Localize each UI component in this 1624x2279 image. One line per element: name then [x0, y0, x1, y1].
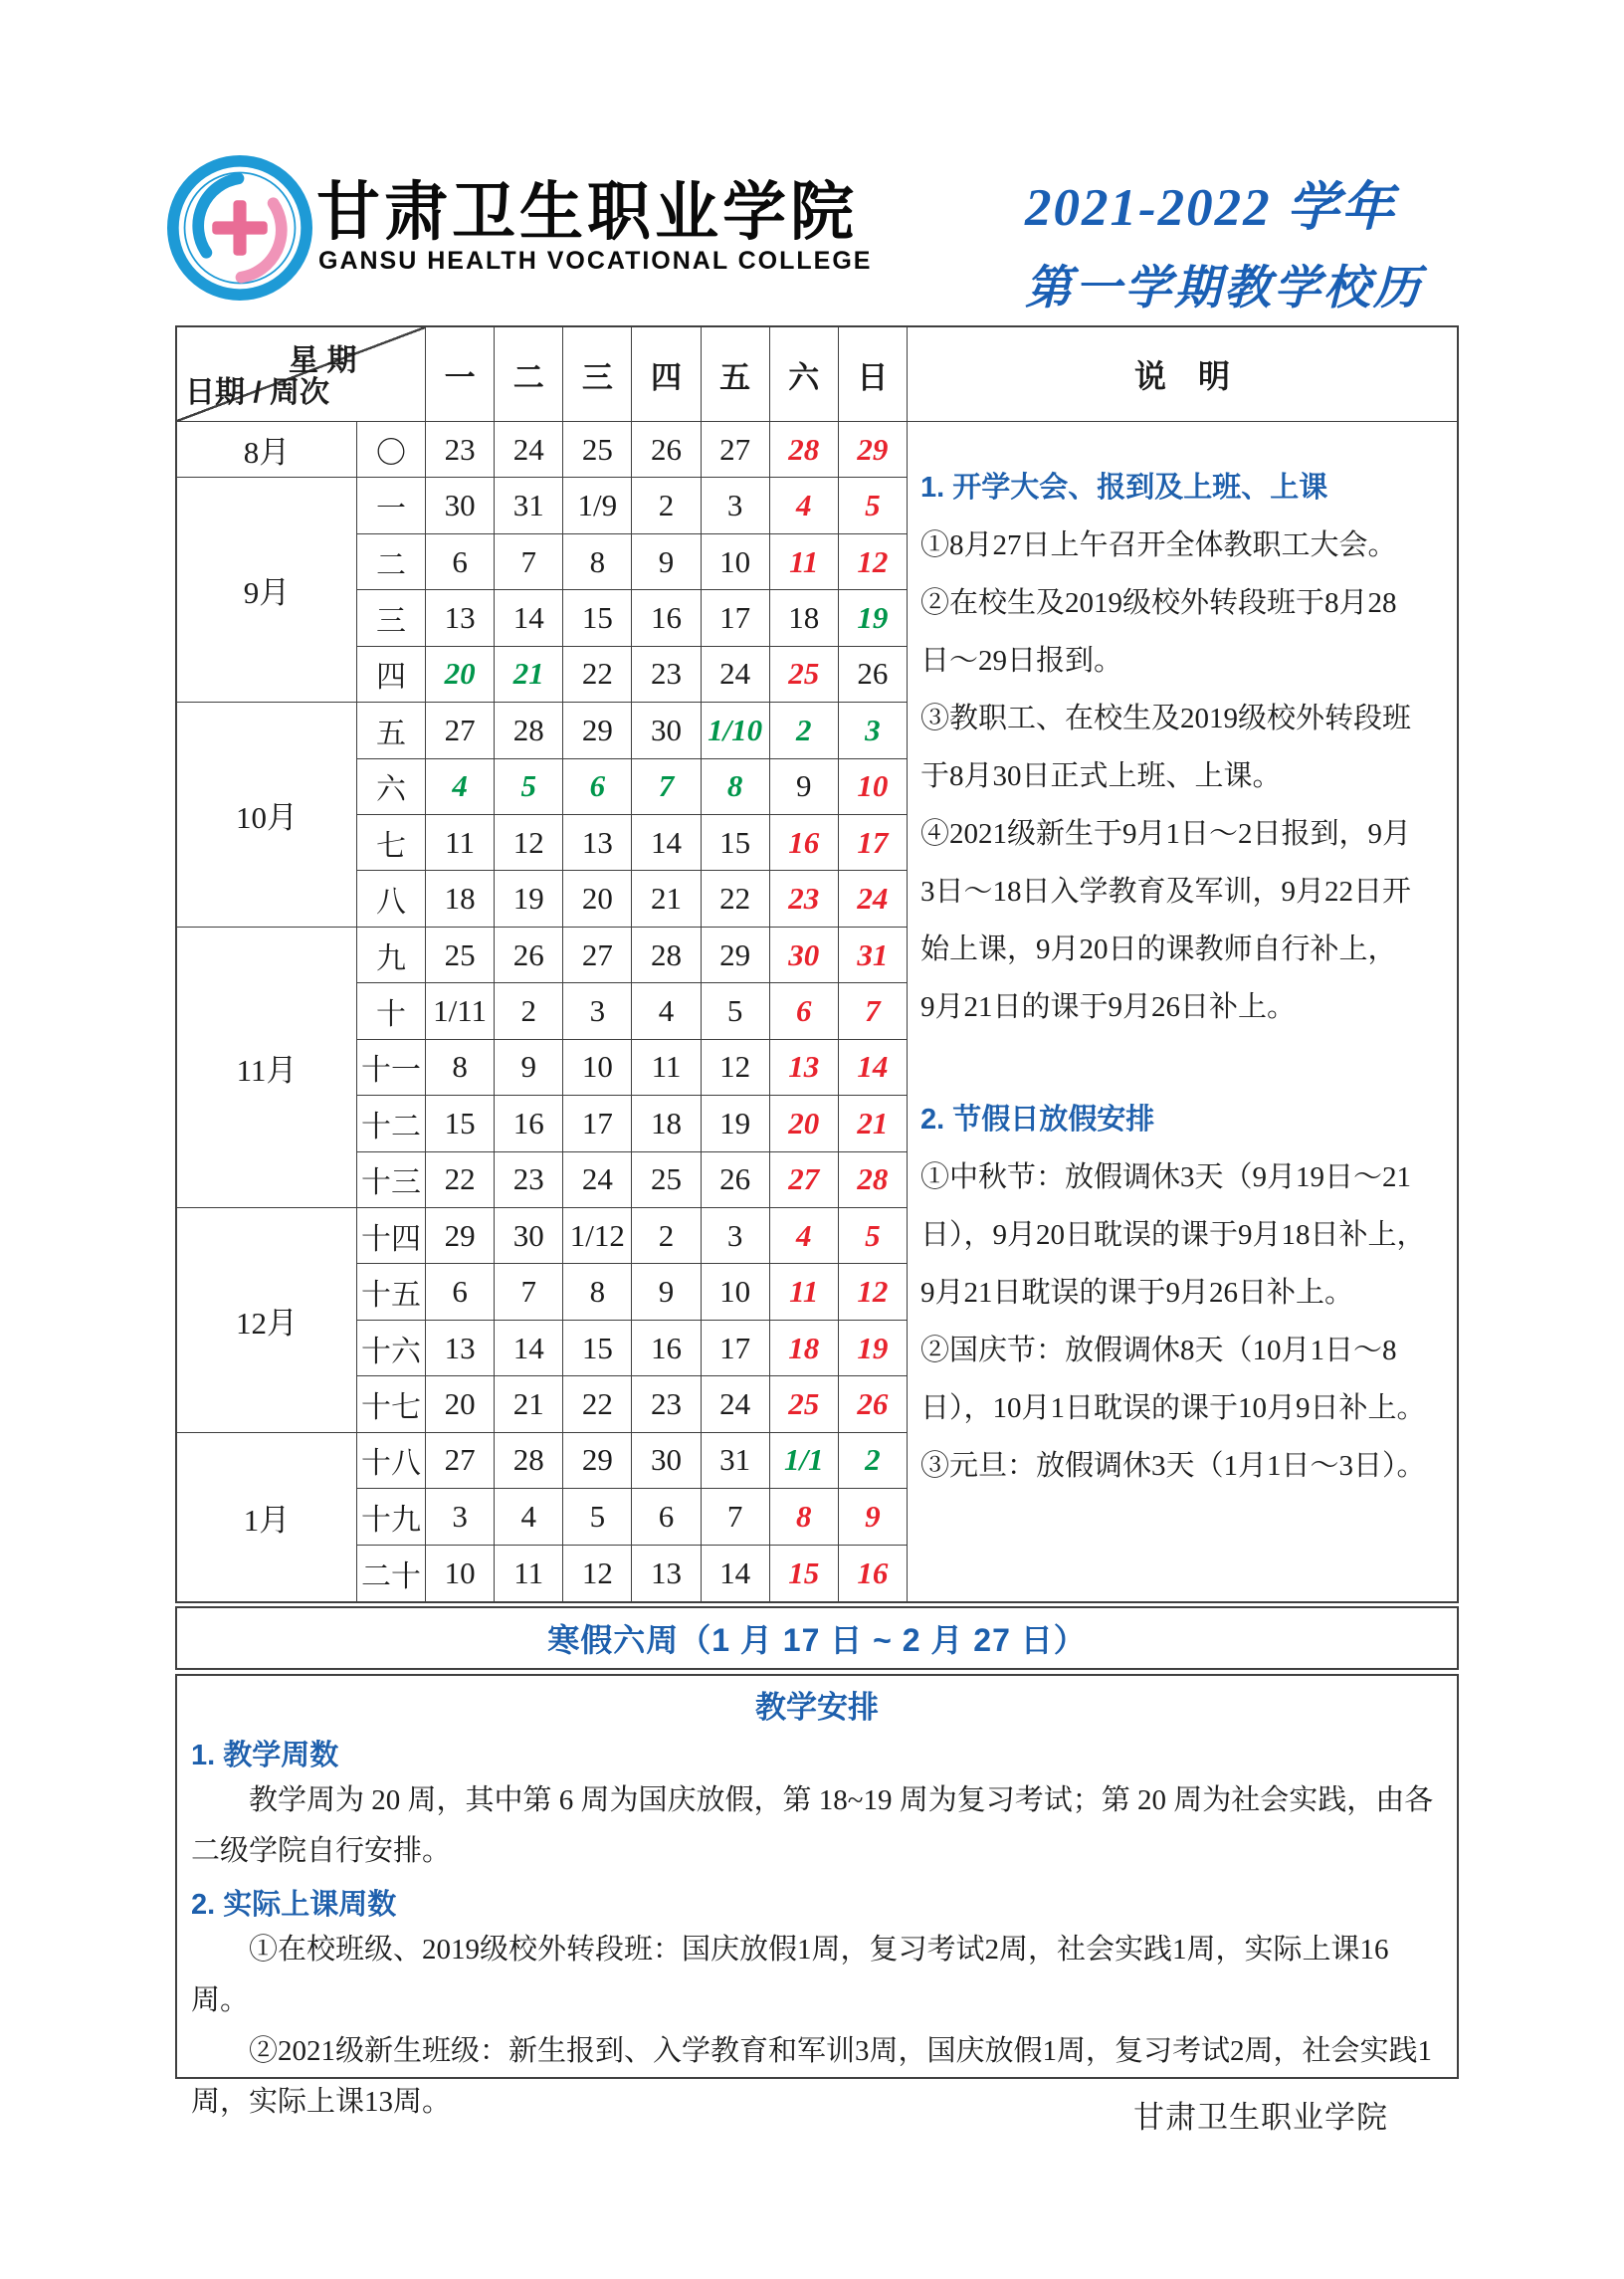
- day-cell: 23: [495, 1152, 563, 1208]
- day-cell: 18: [770, 590, 839, 646]
- notes-line: 日～29日报到。: [920, 644, 1123, 677]
- day-cell: 24: [495, 422, 563, 478]
- notes-header: 说 明: [908, 327, 1457, 422]
- day-cell: 20: [770, 1096, 839, 1151]
- day-cell: 6: [770, 983, 839, 1039]
- notes-heading: 1. 开学大会、报到及上班、上课: [920, 471, 1328, 504]
- day-cell: 12: [495, 815, 563, 871]
- week-number-cell: 十三: [357, 1152, 426, 1208]
- day-cell: 19: [495, 871, 563, 927]
- month-cell: 1月: [177, 1433, 357, 1601]
- day-cell: 7: [839, 983, 908, 1039]
- day-cell: 11: [770, 534, 839, 590]
- day-cell: 29: [839, 422, 908, 478]
- day-cell: 8: [563, 1264, 632, 1320]
- day-cell: 19: [702, 1096, 770, 1151]
- day-cell: 9: [839, 1489, 908, 1545]
- notes-line: 始上课，9月20日的课教师自行补上，: [920, 932, 1397, 965]
- day-cell: 27: [702, 422, 770, 478]
- day-cell: 16: [632, 1321, 701, 1376]
- month-cell: 12月: [177, 1208, 357, 1433]
- day-cell: 2: [770, 703, 839, 758]
- day-cell: 3: [702, 1208, 770, 1264]
- notes-line: ④2021级新生于9月1日～2日报到，9月: [920, 817, 1412, 850]
- week-number-cell: 十八: [357, 1433, 426, 1489]
- day-cell: 23: [426, 422, 495, 478]
- day-cell: 15: [426, 1096, 495, 1151]
- day-cell: 8: [426, 1040, 495, 1096]
- corner-label-weekday: 星 期: [289, 344, 357, 377]
- day-cell: 15: [563, 590, 632, 646]
- notes-line: ①8月27日上午召开全体教职工大会。: [920, 528, 1397, 561]
- day-cell: 14: [839, 1040, 908, 1096]
- day-cell: 9: [770, 759, 839, 815]
- day-cell: 7: [632, 759, 701, 815]
- day-cell: 28: [632, 928, 701, 983]
- day-cell: 10: [702, 534, 770, 590]
- term-title: [1025, 165, 1443, 317]
- day-cell: 6: [563, 759, 632, 815]
- day-cell: 29: [702, 928, 770, 983]
- day-cell: 27: [563, 928, 632, 983]
- weekday-header: 二: [495, 327, 563, 422]
- day-cell: 25: [770, 647, 839, 703]
- day-cell: 11: [426, 815, 495, 871]
- teaching-title: 教学安排: [755, 1690, 879, 1725]
- day-cell: 7: [495, 534, 563, 590]
- day-cell: 25: [770, 1376, 839, 1432]
- day-cell: 29: [563, 1433, 632, 1489]
- day-cell: 6: [426, 1264, 495, 1320]
- corner-cell: [177, 327, 426, 422]
- corner-label-date-week: 日期 / 周次: [185, 376, 330, 409]
- day-cell: 23: [632, 1376, 701, 1432]
- day-cell: 10: [702, 1264, 770, 1320]
- day-cell: 11: [632, 1040, 701, 1096]
- week-number-cell: 三: [357, 590, 426, 646]
- day-cell: 24: [563, 1152, 632, 1208]
- day-cell: 3: [702, 478, 770, 533]
- day-cell: 17: [839, 815, 908, 871]
- day-cell: 18: [632, 1096, 701, 1151]
- day-cell: 20: [426, 647, 495, 703]
- day-cell: 1/9: [563, 478, 632, 533]
- day-cell: 30: [495, 1208, 563, 1264]
- day-cell: 19: [839, 1321, 908, 1376]
- day-cell: 28: [495, 703, 563, 758]
- day-cell: 23: [770, 871, 839, 927]
- notes-line: ②在校生及2019级校外转段班于8月28: [920, 586, 1397, 619]
- day-cell: 13: [632, 1546, 701, 1601]
- notes-line: 9月21日的课于9月26日补上。: [920, 990, 1297, 1023]
- day-cell: 4: [495, 1489, 563, 1545]
- day-cell: 31: [495, 478, 563, 533]
- day-cell: 21: [839, 1096, 908, 1151]
- day-cell: 16: [839, 1546, 908, 1601]
- week-number-cell: 十六: [357, 1321, 426, 1376]
- day-cell: 5: [839, 478, 908, 533]
- week-number-cell: 四: [357, 647, 426, 703]
- weekday-header: 六: [770, 327, 839, 422]
- day-cell: 27: [426, 1433, 495, 1489]
- day-cell: 31: [839, 928, 908, 983]
- weekday-header: 四: [632, 327, 701, 422]
- notes-line: 日），10月1日耽误的课于10月9日补上。: [920, 1391, 1426, 1424]
- notes-column: [908, 422, 1457, 1601]
- day-cell: 5: [839, 1208, 908, 1264]
- week-number-cell: 十: [357, 983, 426, 1039]
- day-cell: 25: [632, 1152, 701, 1208]
- week-number-cell: 七: [357, 815, 426, 871]
- day-cell: 13: [770, 1040, 839, 1096]
- weekday-header: 一: [426, 327, 495, 422]
- week-number-cell: 八: [357, 871, 426, 927]
- day-cell: 2: [495, 983, 563, 1039]
- notes-line: ③教职工、在校生及2019级校外转段班: [920, 702, 1412, 734]
- weekday-header: 日: [839, 327, 908, 422]
- day-cell: 8: [770, 1489, 839, 1545]
- day-cell: 20: [563, 871, 632, 927]
- day-cell: 9: [632, 534, 701, 590]
- week-number-cell: 〇: [357, 422, 426, 478]
- day-cell: 26: [702, 1152, 770, 1208]
- day-cell: 7: [702, 1489, 770, 1545]
- week-number-cell: 十一: [357, 1040, 426, 1096]
- notes-line: 于8月30日正式上班、上课。: [920, 759, 1282, 792]
- day-cell: 12: [839, 1264, 908, 1320]
- teaching-sec2-item2: ②2021级新生班级：新生报到、入学教育和军训3周，国庆放假1周，复习考试2周，社会实践1周，实际上课13周。: [191, 2035, 1433, 2118]
- day-cell: 21: [495, 1376, 563, 1432]
- day-cell: 24: [702, 1376, 770, 1432]
- day-cell: 2: [839, 1433, 908, 1489]
- day-cell: 16: [495, 1096, 563, 1151]
- day-cell: 1/12: [563, 1208, 632, 1264]
- week-number-cell: 五: [357, 703, 426, 758]
- week-number-cell: 十四: [357, 1208, 426, 1264]
- week-number-cell: 一: [357, 478, 426, 533]
- day-cell: 28: [770, 422, 839, 478]
- day-cell: 22: [563, 647, 632, 703]
- day-cell: 8: [702, 759, 770, 815]
- day-cell: 5: [702, 983, 770, 1039]
- day-cell: 8: [563, 534, 632, 590]
- day-cell: 13: [426, 1321, 495, 1376]
- day-cell: 11: [770, 1264, 839, 1320]
- day-cell: 17: [702, 1321, 770, 1376]
- day-cell: 3: [839, 703, 908, 758]
- college-name-en: GANSU HEALTH VOCATIONAL COLLEGE: [318, 247, 873, 275]
- day-cell: 14: [495, 1321, 563, 1376]
- day-cell: 20: [426, 1376, 495, 1432]
- day-cell: 2: [632, 1208, 701, 1264]
- term-title-line2: 第一学期教学校历: [1025, 263, 1423, 314]
- footer-college-name: 甘肃卫生职业学院: [1133, 2100, 1388, 2135]
- notes-line: ①中秋节：放假调休3天（9月19日～21: [920, 1160, 1412, 1193]
- notes-line: [920, 1033, 1447, 1088]
- day-cell: 4: [770, 1208, 839, 1264]
- day-cell: 29: [563, 703, 632, 758]
- notes-line: 9月21日耽误的课于9月26日补上。: [920, 1276, 1354, 1309]
- day-cell: 14: [702, 1546, 770, 1601]
- day-cell: 28: [495, 1433, 563, 1489]
- winter-break-band: 寒假六周（1 月 17 日 ~ 2 月 27 日）: [175, 1606, 1459, 1670]
- month-cell: 11月: [177, 928, 357, 1208]
- month-cell: 8月: [177, 422, 357, 478]
- teaching-sec1-heading: 1. 教学周数: [191, 1740, 339, 1771]
- day-cell: 12: [839, 534, 908, 590]
- day-cell: 7: [495, 1264, 563, 1320]
- day-cell: 4: [632, 983, 701, 1039]
- calendar-grid: [175, 325, 1459, 1603]
- day-cell: 30: [770, 928, 839, 983]
- day-cell: 4: [426, 759, 495, 815]
- day-cell: 24: [839, 871, 908, 927]
- day-cell: 22: [426, 1152, 495, 1208]
- day-cell: 21: [495, 647, 563, 703]
- notes-line: 日），9月20日耽误的课于9月18日补上，: [920, 1218, 1426, 1251]
- day-cell: 1/10: [702, 703, 770, 758]
- week-number-cell: 二十: [357, 1546, 426, 1601]
- college-name-zh: 甘肃卫生职业学院: [316, 177, 858, 248]
- day-cell: 31: [702, 1433, 770, 1489]
- week-number-cell: 九: [357, 928, 426, 983]
- day-cell: 26: [632, 422, 701, 478]
- day-cell: 22: [563, 1376, 632, 1432]
- day-cell: 12: [563, 1546, 632, 1601]
- day-cell: 24: [702, 647, 770, 703]
- day-cell: 22: [702, 871, 770, 927]
- day-cell: 30: [632, 1433, 701, 1489]
- day-cell: 2: [632, 478, 701, 533]
- day-cell: 27: [770, 1152, 839, 1208]
- month-cell: 9月: [177, 478, 357, 703]
- day-cell: 25: [426, 928, 495, 983]
- week-number-cell: 十五: [357, 1264, 426, 1320]
- day-cell: 13: [563, 815, 632, 871]
- day-cell: 12: [702, 1040, 770, 1096]
- notes-line: ②国庆节：放假调休8天（10月1日～8: [920, 1334, 1397, 1366]
- day-cell: 6: [632, 1489, 701, 1545]
- day-cell: 29: [426, 1208, 495, 1264]
- day-cell: 6: [426, 534, 495, 590]
- week-number-cell: 十九: [357, 1489, 426, 1545]
- day-cell: 10: [839, 759, 908, 815]
- day-cell: 9: [495, 1040, 563, 1096]
- day-cell: 11: [495, 1546, 563, 1601]
- day-cell: 27: [426, 703, 495, 758]
- week-number-cell: 十七: [357, 1376, 426, 1432]
- day-cell: 1/11: [426, 983, 495, 1039]
- day-cell: 3: [563, 983, 632, 1039]
- day-cell: 18: [770, 1321, 839, 1376]
- day-cell: 17: [563, 1096, 632, 1151]
- notes-heading: 2. 节假日放假安排: [920, 1103, 1155, 1136]
- day-cell: 28: [839, 1152, 908, 1208]
- day-cell: 10: [426, 1546, 495, 1601]
- day-cell: 30: [426, 478, 495, 533]
- day-cell: 26: [839, 647, 908, 703]
- week-number-cell: 二: [357, 534, 426, 590]
- day-cell: 5: [563, 1489, 632, 1545]
- month-cell: 10月: [177, 703, 357, 928]
- day-cell: 18: [426, 871, 495, 927]
- notes-line: ③元旦：放假调休3天（1月1日～3日）。: [920, 1449, 1426, 1482]
- day-cell: 3: [426, 1489, 495, 1545]
- day-cell: 15: [563, 1321, 632, 1376]
- day-cell: 16: [632, 590, 701, 646]
- weekday-header: 五: [702, 327, 770, 422]
- day-cell: 14: [632, 815, 701, 871]
- teaching-sec2-item1: ①在校班级、2019级校外转段班：国庆放假1周，复习考试2周，社会实践1周，实际上课16周。: [191, 1934, 1389, 2016]
- weekday-header: 三: [563, 327, 632, 422]
- teaching-sec1-body: 教学周为 20 周，其中第 6 周为国庆放假，第 18~19 周为复习考试；第 20 周为社会实践，由各二级学院自行安排。: [191, 1784, 1434, 1867]
- teaching-sec2-heading: 2. 实际上课周数: [191, 1889, 397, 1921]
- notes-line: 3日～18日入学教育及军训，9月22日开: [920, 875, 1412, 908]
- day-cell: 25: [563, 422, 632, 478]
- day-cell: 19: [839, 590, 908, 646]
- day-cell: 14: [495, 590, 563, 646]
- college-logo: [167, 155, 312, 301]
- day-cell: 13: [426, 590, 495, 646]
- day-cell: 15: [702, 815, 770, 871]
- day-cell: 30: [632, 703, 701, 758]
- day-cell: 15: [770, 1546, 839, 1601]
- day-cell: 23: [632, 647, 701, 703]
- day-cell: 26: [839, 1376, 908, 1432]
- week-number-cell: 十二: [357, 1096, 426, 1151]
- day-cell: 5: [495, 759, 563, 815]
- day-cell: 21: [632, 871, 701, 927]
- day-cell: 4: [770, 478, 839, 533]
- day-cell: 26: [495, 928, 563, 983]
- day-cell: 9: [632, 1264, 701, 1320]
- term-title-line1: 2021-2022 学年: [1025, 179, 1396, 237]
- day-cell: 17: [702, 590, 770, 646]
- day-cell: 1/1: [770, 1433, 839, 1489]
- day-cell: 10: [563, 1040, 632, 1096]
- day-cell: 16: [770, 815, 839, 871]
- week-number-cell: 六: [357, 759, 426, 815]
